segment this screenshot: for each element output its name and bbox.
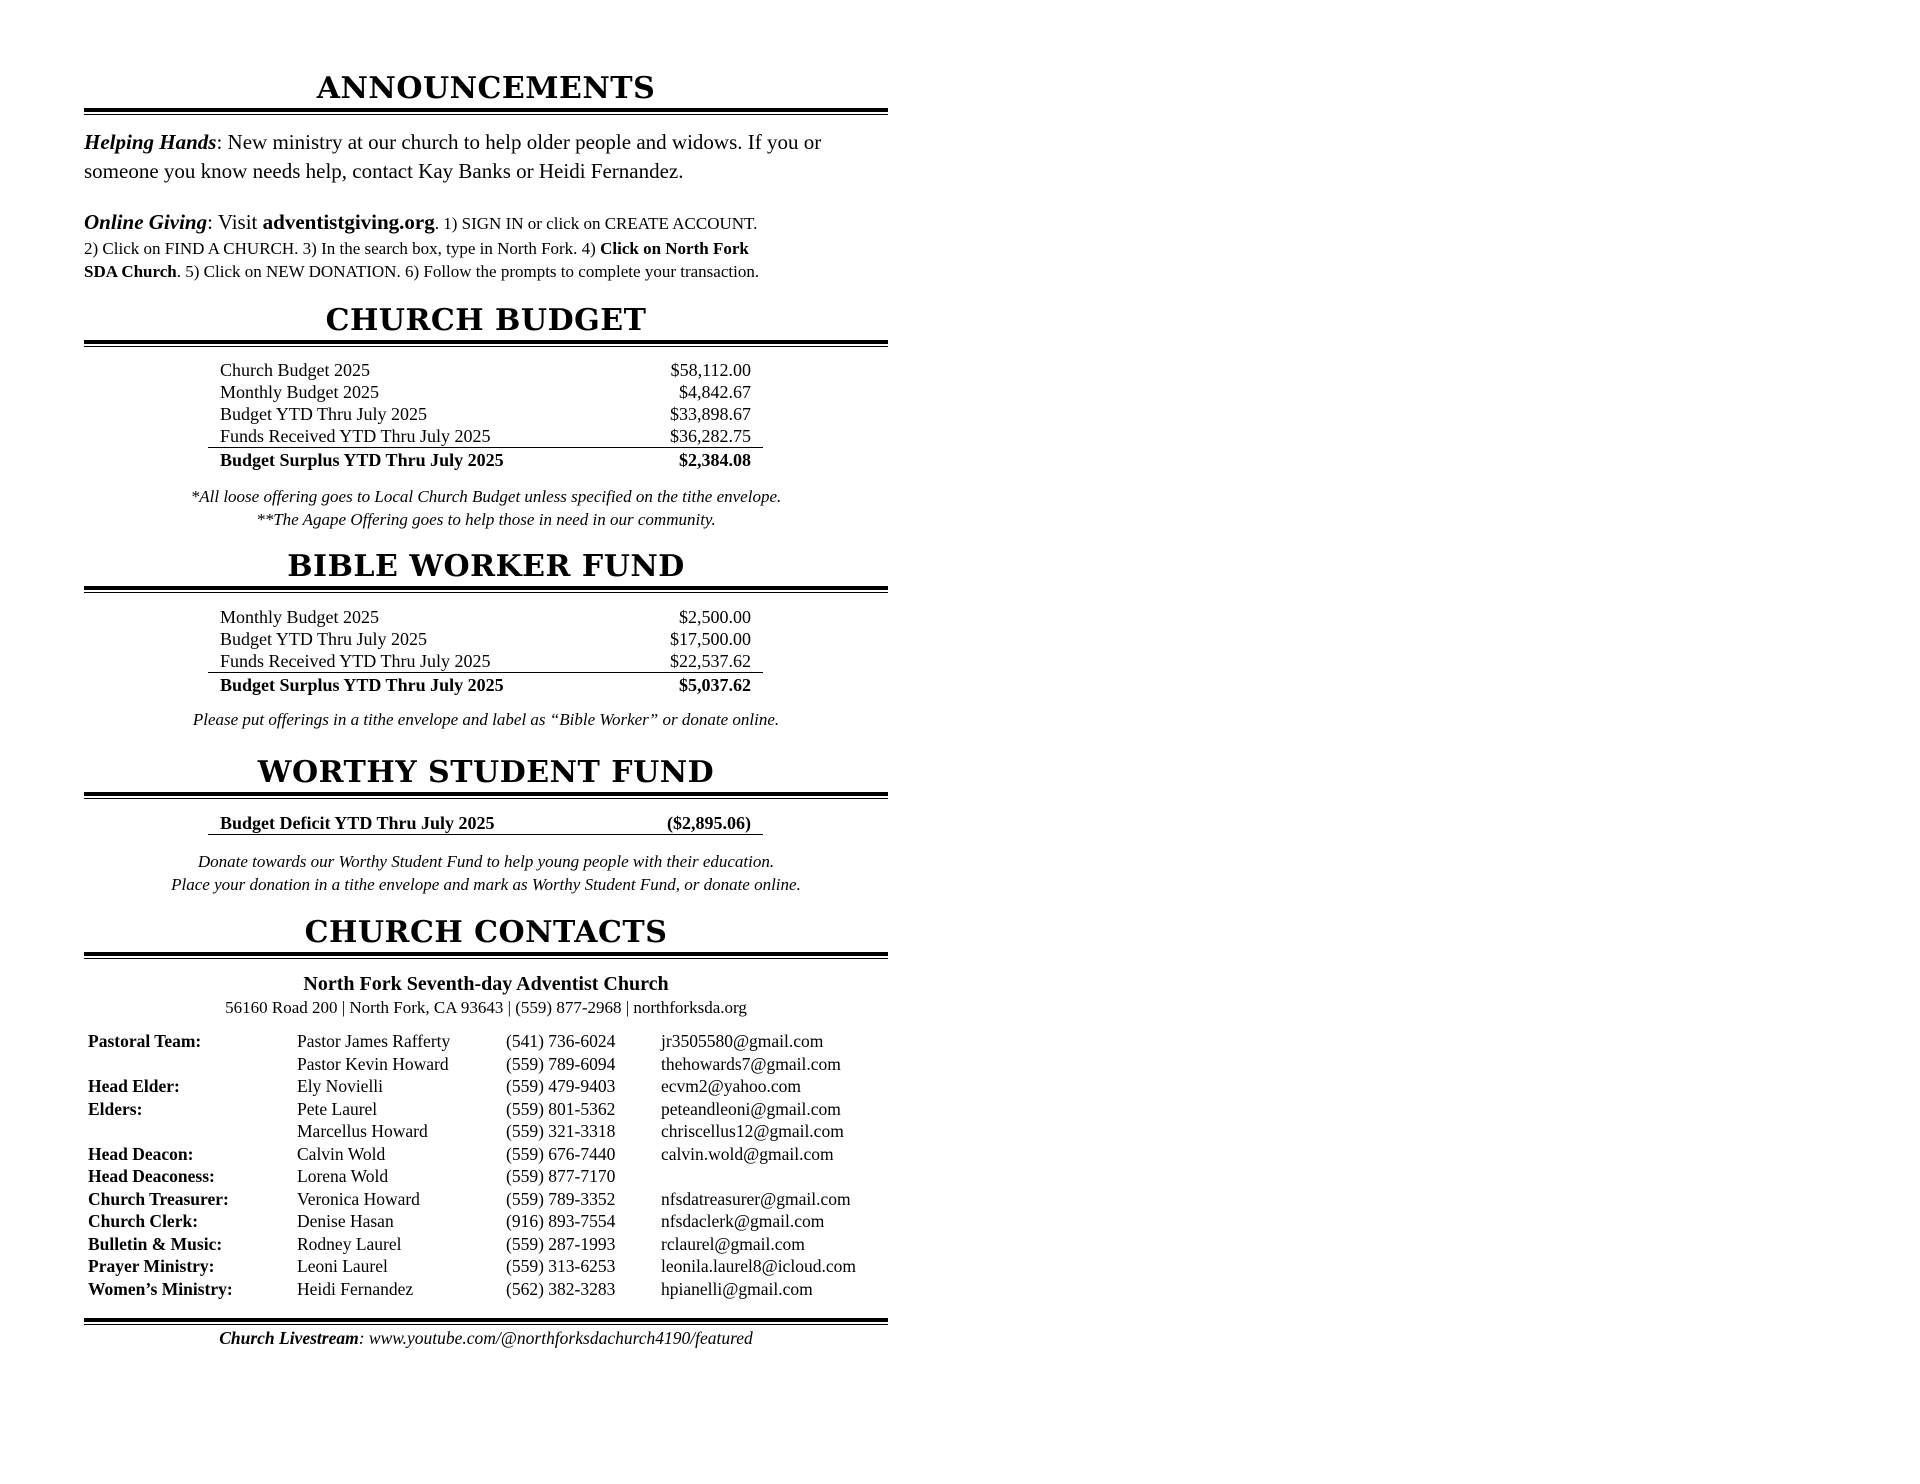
livestream-url: : www.youtube.com/@northforksdachurch4190/featured bbox=[358, 1328, 753, 1348]
helping-hands-lead: Helping Hands bbox=[84, 130, 217, 154]
online-giving-line2: 2) Click on FIND A CHURCH. 3) In the search box, type in North Fork. 4) bbox=[84, 239, 601, 258]
bible-worker-table bbox=[208, 606, 763, 696]
table-row: Budget YTD Thru July 2025 $33,898.67 bbox=[220, 404, 751, 424]
section-rule bbox=[84, 792, 888, 796]
table-row: Elders: Pete Laurel (559) 801-5362 peteandleoni@gmail.com bbox=[88, 1098, 841, 1119]
announcements-title: ANNOUNCEMENTS bbox=[316, 71, 656, 106]
table-row: Funds Received YTD Thru July 2025 $22,537.62 bbox=[220, 651, 751, 671]
church-budget-note: *All loose offering goes to Local Church Budget unless specified on the tithe envelope. bbox=[190, 487, 782, 506]
bible-worker-title: BIBLE WORKER FUND bbox=[287, 549, 685, 584]
table-row: Church Clerk: Denise Hasan (916) 893-7554 nfsdaclerk@gmail.com bbox=[88, 1211, 825, 1231]
section-rule bbox=[84, 592, 888, 593]
table-row: Prayer Ministry: Leoni Laurel (559) 313-6253 leonila.laurel8@icloud.com bbox=[88, 1256, 856, 1276]
section-rule bbox=[84, 1324, 888, 1325]
online-giving-step1: . 1) SIGN IN or click on CREATE ACCOUNT. bbox=[434, 214, 758, 233]
table-total-row: Budget Deficit YTD Thru July 2025 ($2,895.06) bbox=[208, 812, 763, 835]
table-row: Marcellus Howard (559) 321-3318 chriscellus12@gmail.com bbox=[297, 1121, 844, 1141]
church-budget-note: **The Agape Offering goes to help those in need in our community. bbox=[256, 510, 716, 529]
section-rule bbox=[84, 1318, 888, 1322]
online-giving-line3: . 5) Click on NEW DONATION. 6) Follow the prompts to complete your transaction. bbox=[176, 262, 760, 281]
section-rule bbox=[84, 586, 888, 590]
table-total-row: Budget Surplus YTD Thru July 2025 $2,384.08 bbox=[208, 448, 763, 472]
church-address: 56160 Road 200 | North Fork, CA 93643 | (559) 877-2968 | northforksda.org bbox=[225, 998, 747, 1017]
table-row: Budget YTD Thru July 2025 $17,500.00 bbox=[220, 629, 751, 649]
table-total-row: Budget Surplus YTD Thru July 2025 $5,037.62 bbox=[208, 673, 763, 697]
table-row: Head Deaconess: Lorena Wold (559) 877-7170 bbox=[88, 1166, 616, 1186]
online-giving-visit: : Visit bbox=[207, 210, 263, 234]
livestream-label: Church Livestream bbox=[219, 1328, 359, 1348]
contacts-table bbox=[84, 1030, 888, 1300]
section-rule bbox=[84, 346, 888, 347]
online-giving-line2-bold: Click on North Fork bbox=[600, 239, 749, 258]
table-row: Funds Received YTD Thru July 2025 $36,282.75 bbox=[220, 426, 751, 446]
worthy-student-table bbox=[208, 812, 763, 835]
worthy-student-title: WORTHY STUDENT FUND bbox=[257, 755, 715, 790]
table-row: Church Treasurer: Veronica Howard (559) 789-3352 nfsdatreasurer@gmail.com bbox=[88, 1188, 851, 1209]
online-giving-line3-bold: SDA Church bbox=[84, 262, 177, 281]
livestream-line bbox=[84, 1327, 888, 1349]
table-row: Bulletin & Music: Rodney Laurel (559) 287-1993 rclaurel@gmail.com bbox=[88, 1233, 805, 1254]
online-giving-paragraph bbox=[84, 208, 888, 283]
table-row: Head Elder: Ely Novielli (559) 479-9403 ecvm2@yahoo.com bbox=[88, 1076, 802, 1096]
helping-hands-paragraph bbox=[84, 128, 888, 186]
church-budget-table bbox=[208, 359, 763, 471]
table-row: Head Deacon: Calvin Wold (559) 676-7440 calvin.wold@gmail.com bbox=[88, 1143, 834, 1164]
table-row: Pastor Kevin Howard (559) 789-6094 thehowards7@gmail.com bbox=[297, 1053, 841, 1074]
church-name: North Fork Seventh-day Adventist Church bbox=[303, 973, 669, 995]
bible-worker-note: Please put offerings in a tithe envelope and label as “Bible Worker” or donate online. bbox=[192, 710, 780, 729]
online-giving-site: adventistgiving.org bbox=[262, 210, 435, 234]
online-giving-lead: Online Giving bbox=[84, 210, 208, 234]
church-budget-title: CHURCH BUDGET bbox=[325, 303, 647, 338]
table-row: Pastoral Team: Pastor James Rafferty (541) 736-6024 jr3505580@gmail.com bbox=[88, 1031, 824, 1051]
section-rule bbox=[84, 340, 888, 344]
section-rule bbox=[84, 952, 888, 956]
section-rule bbox=[84, 958, 888, 959]
helping-hands-text: : New ministry at our church to help older people and widows. If you or someone you know needs help, contact Kay Banks or Heidi Fernandez. bbox=[84, 130, 822, 183]
table-row: Women’s Ministry: Heidi Fernandez (562) 382-3283 hpianelli@gmail.com bbox=[88, 1278, 813, 1299]
worthy-student-note: Place your donation in a tithe envelope and mark as Worthy Student Fund, or donate online. bbox=[171, 875, 801, 894]
church-contacts-title: CHURCH CONTACTS bbox=[304, 915, 668, 950]
table-row: Church Budget 2025 $58,112.00 bbox=[220, 360, 751, 380]
section-rule bbox=[84, 108, 888, 112]
table-row: Monthly Budget 2025 $4,842.67 bbox=[220, 382, 751, 402]
section-rule bbox=[84, 114, 888, 115]
bulletin-page bbox=[84, 70, 888, 1349]
table-row: Monthly Budget 2025 $2,500.00 bbox=[220, 607, 751, 627]
section-rule bbox=[84, 798, 888, 799]
worthy-student-note: Donate towards our Worthy Student Fund to help young people with their education. bbox=[197, 852, 775, 871]
